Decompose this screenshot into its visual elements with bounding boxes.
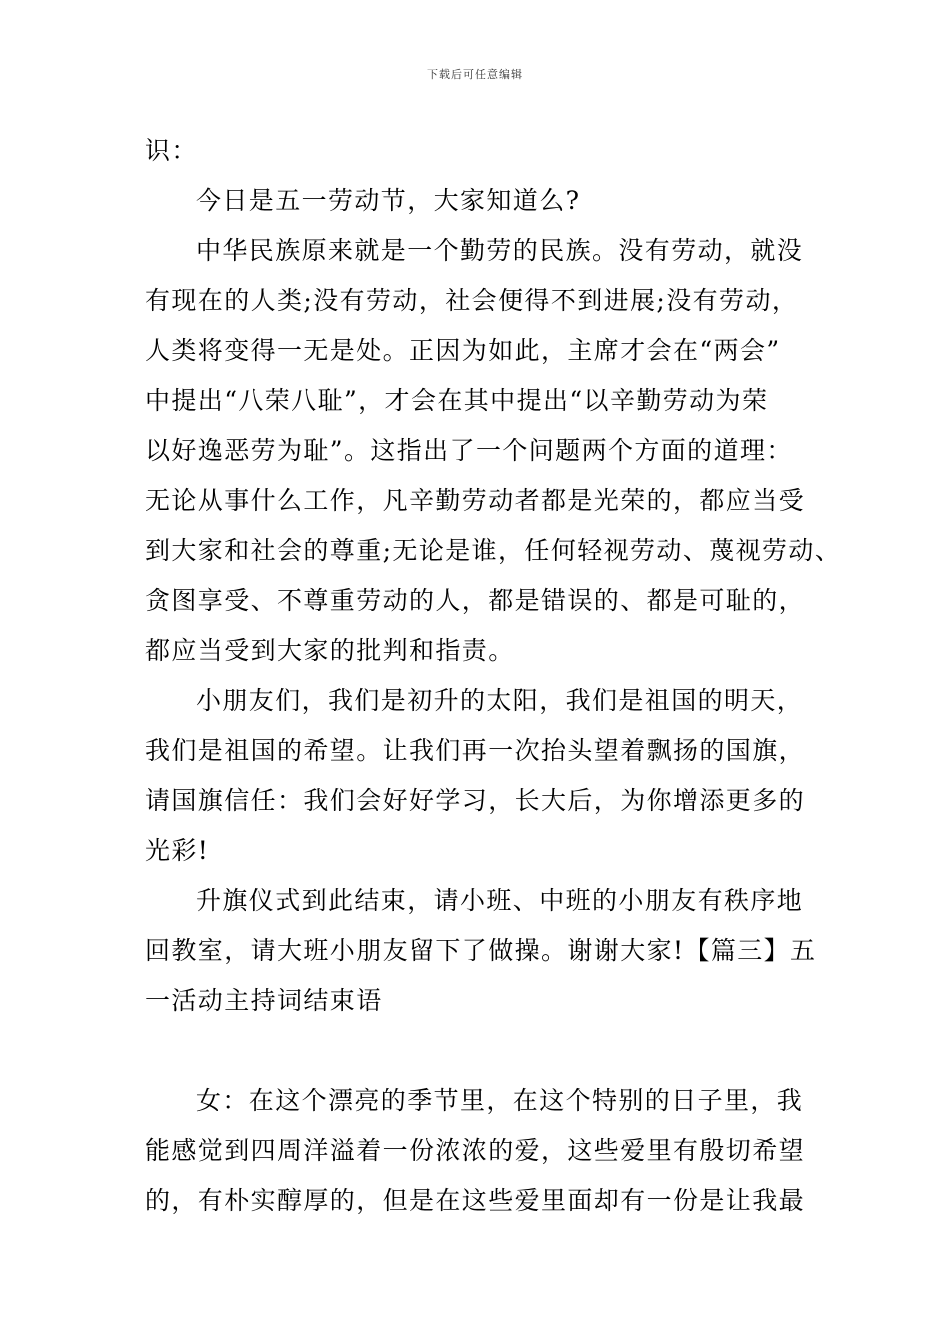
text-line: 回教室，请大班小朋友留下了做操。谢谢大家!【篇三】五 [145, 936, 817, 965]
text-line: 一活动主持词结束语 [145, 986, 383, 1015]
text-line: 到大家和社会的尊重;无论是谁，任何轻视劳动、蔑视劳动、 [145, 536, 842, 565]
text-line: 以好逸恶劳为耻”。这指出了一个问题两个方面的道理： [145, 436, 793, 465]
text-line: 的，有朴实醇厚的，但是在这些爱里面却有一份是让我最 [145, 1186, 806, 1215]
text-line: 女：在这个漂亮的季节里，在这个特别的日子里，我 [196, 1086, 804, 1115]
text-line: 能感觉到四周洋溢着一份浓浓的爱，这些爱里有殷切希望 [145, 1136, 806, 1165]
text-line: 有现在的人类;没有劳动，社会便得不到进展;没有劳动， [145, 286, 799, 315]
text-line: 中华民族原来就是一个勤劳的民族。没有劳动，就没 [196, 236, 804, 265]
text-line: 无论从事什么工作，凡辛勤劳动者都是光荣的，都应当受 [145, 486, 806, 515]
text-line: 今日是五一劳动节，大家知道么? [196, 186, 581, 215]
text-line: 请国旗信任：我们会好好学习，长大后，为你增添更多的 [145, 786, 806, 815]
text-line: 识： [145, 136, 198, 165]
text-line: 升旗仪式到此结束，请小班、中班的小朋友有秩序地 [196, 886, 804, 915]
text-line: 人类将变得一无是处。正因为如此，主席才会在“两会” [145, 336, 781, 365]
text-line: 都应当受到大家的批判和指责。 [145, 636, 515, 665]
text-line: 小朋友们，我们是初升的太阳，我们是祖国的明天， [196, 686, 804, 715]
text-line: 我们是祖国的希望。让我们再一次抬头望着飘扬的国旗， [145, 736, 806, 765]
text-line: 光彩! [145, 836, 210, 865]
page-header: 下载后可任意编辑 [427, 68, 523, 81]
text-line: 贪图享受、不尊重劳动的人，都是错误的、都是可耻的， [145, 586, 806, 615]
text-line: 中提出“八荣八耻”，才会在其中提出“以辛勤劳动为荣 [145, 386, 769, 415]
